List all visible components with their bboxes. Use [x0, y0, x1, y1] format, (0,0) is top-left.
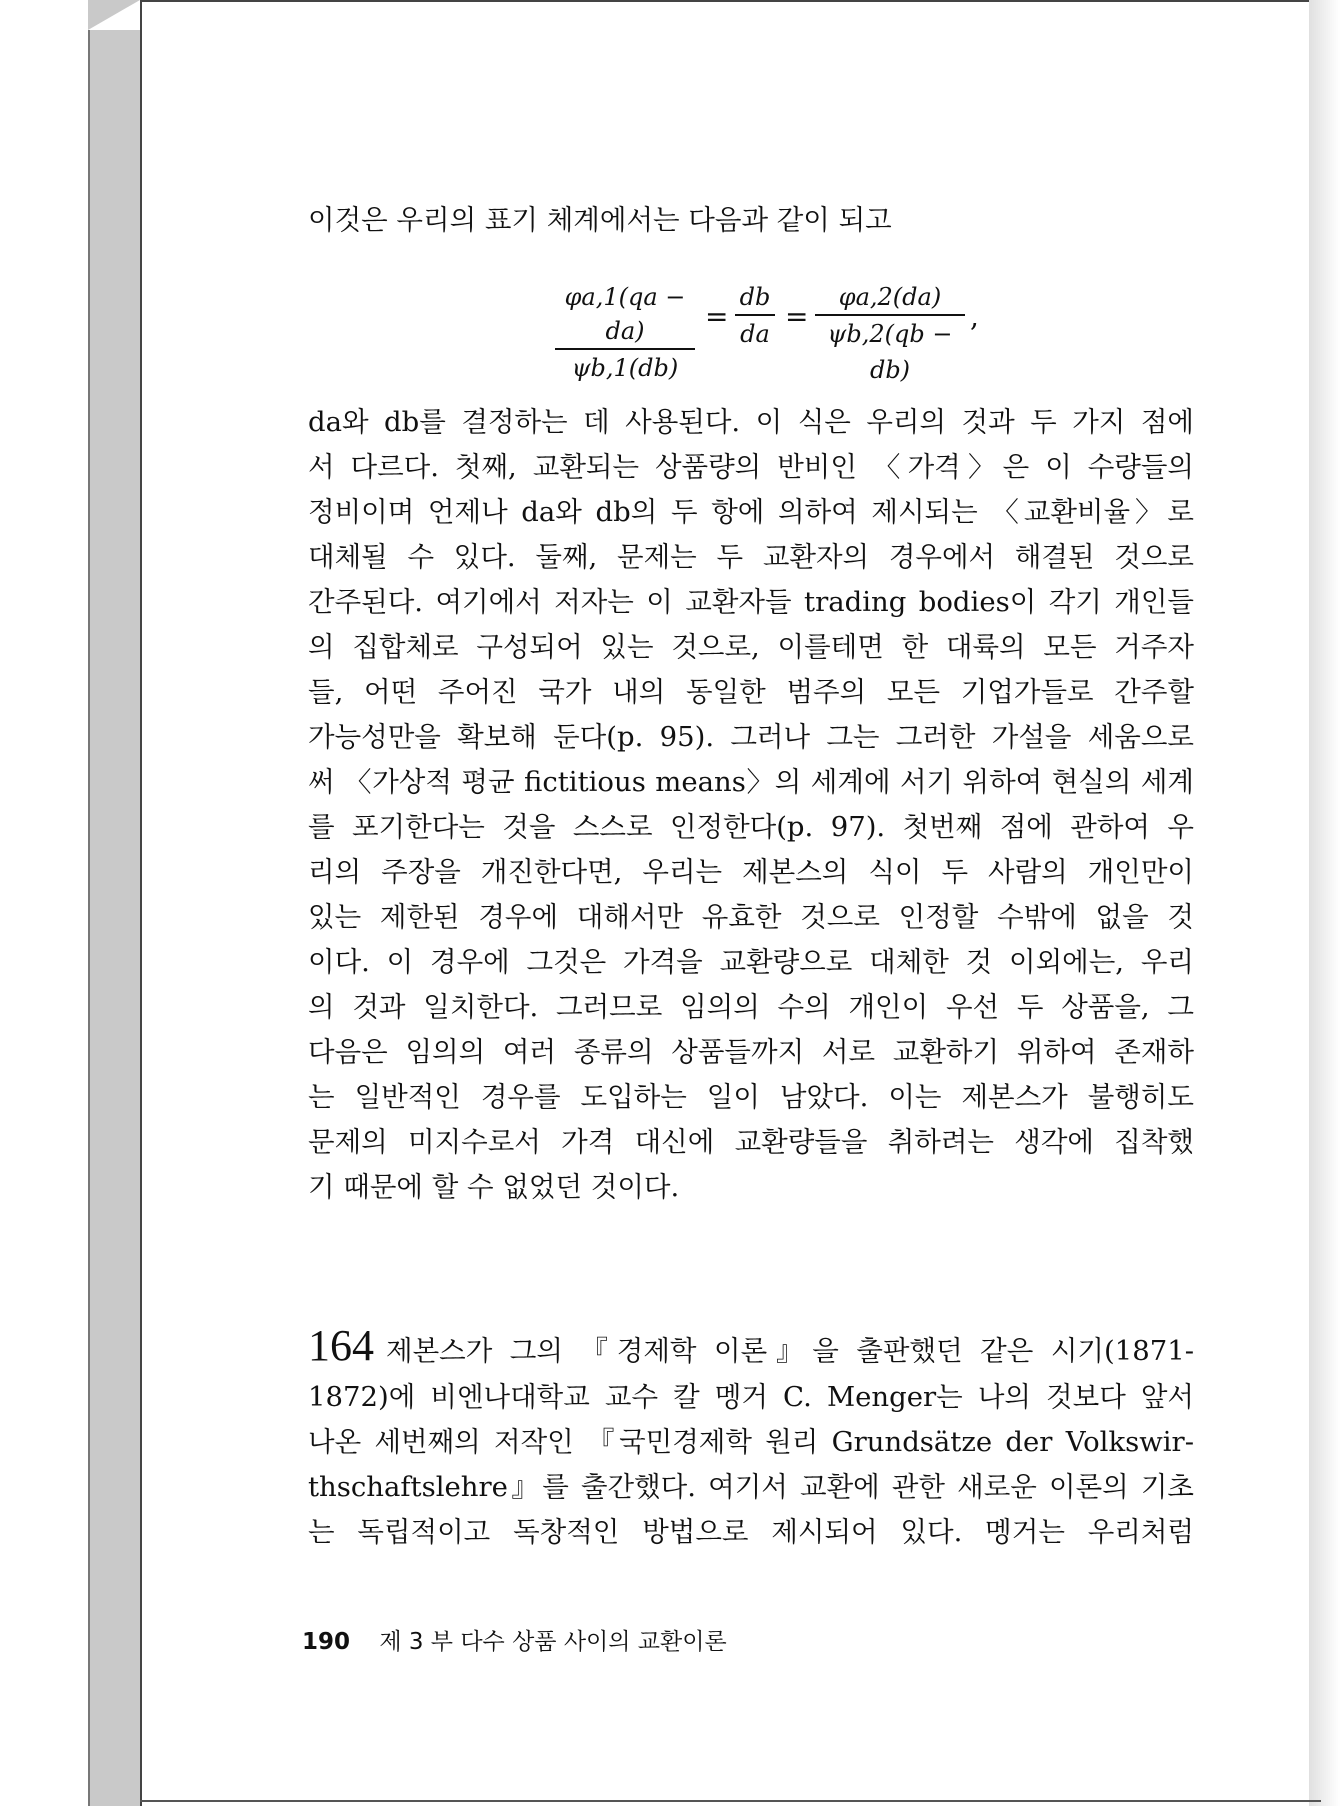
- paragraph-line: 의 집합체로 구성되어 있는 것으로, 이를테면 한 대륙의 모든 거주자: [308, 631, 1194, 663]
- page-footer: [302, 1623, 727, 1656]
- paragraph-line: 를 포기한다는 것을 스스로 인정한다(p. 97). 첫번째 점에 관하여 우: [308, 811, 1194, 843]
- paragraph-line: da와 db를 결정하는 데 사용된다. 이 식은 우리의 것과 두 가지 점에: [308, 406, 1194, 438]
- paragraph-line: 가능성만을 확보해 둔다(p. 95). 그러나 그는 그러한 가설을 세움으로: [308, 721, 1194, 753]
- page-number: 190: [302, 1629, 351, 1655]
- equation-term-1-denominator: ψb,1(db): [571, 353, 679, 382]
- paragraph-first-line: [308, 1317, 1194, 1375]
- equation-term-3-denominator: ψb,2(qb − db): [827, 319, 953, 384]
- paragraph-line: thschaftslehre』를 출간했다. 여기서 교환에 관한 새로운 이론의 기초: [308, 1471, 1194, 1503]
- book-spine: [88, 0, 140, 1806]
- paragraph-line: 간주된다. 여기에서 저자는 이 교환자들 trading bodies이 각기 개인들: [308, 586, 1194, 618]
- page-bottom-edge: [140, 1800, 1321, 1802]
- intro-text: [308, 198, 1194, 243]
- equation-term-3-numerator: φa,2(da): [838, 283, 942, 311]
- paragraph-line: 있는 제한된 경우에 대해서만 유효한 것으로 인정할 수밖에 없을 것: [308, 901, 1194, 933]
- paragraph-line: 들, 어떤 주어진 국가 내의 동일한 범주의 모든 기업가들로 간주할: [308, 676, 1194, 708]
- paragraph-line: 서 다르다. 첫째, 교환되는 상품량의 반비인 〈가격〉은 이 수량들의: [308, 451, 1194, 483]
- equation-term-2-denominator: da: [740, 319, 770, 348]
- paragraph-1: [308, 400, 1194, 1210]
- equation-term-2: [735, 280, 775, 352]
- paragraph-line: 는 독립적이고 독창적인 방법으로 제시되어 있다. 멩거는 우리처럼: [308, 1516, 1194, 1548]
- paragraph-line: 기 때문에 할 수 없었던 것이다.: [308, 1171, 680, 1203]
- running-head: 제 3 부 다수 상품 사이의 교환이론: [379, 1629, 727, 1655]
- paragraph-line: 나온 세번째의 저작인 『국민경제학 원리 Grundsätze der Volkswir-: [308, 1426, 1194, 1458]
- intro-line: 이것은 우리의 표기 체계에서는 다음과 같이 되고: [308, 204, 892, 236]
- page-shadow: [1309, 0, 1340, 1806]
- paragraph-line: 정비이며 언제나 da와 db의 두 항에 의하여 제시되는 〈교환비율〉로: [308, 496, 1194, 528]
- paragraph-line: 다음은 임의의 여러 종류의 상품들까지 서로 교환하기 위하여 존재하: [308, 1036, 1194, 1068]
- equals-sign: =: [705, 300, 729, 333]
- equation-comma: ,: [970, 300, 979, 333]
- paragraph-line: 는 일반적인 경우를 도입하는 일이 남았다. 이는 제본스가 불행히도: [308, 1081, 1194, 1113]
- equation-term-1-numerator: φa,1(qa − da): [564, 283, 686, 345]
- equals-sign: =: [785, 300, 809, 333]
- paragraph-line: 문제의 미지수로서 가격 대신에 교환량들을 취하려는 생각에 집착했: [308, 1126, 1194, 1158]
- paragraph-line: 1872)에 비엔나대학교 교수 칼 멩거 C. Menger는 나의 것보다 앞서: [308, 1381, 1194, 1413]
- equation-term-1: [555, 280, 695, 386]
- equation-term-2-numerator: db: [739, 283, 771, 311]
- paragraph-line: 이다. 이 경우에 그것은 가격을 교환량으로 대체한 것 이외에는, 우리: [308, 946, 1194, 978]
- paragraph-line: 대체될 수 있다. 둘째, 문제는 두 교환자의 경우에서 해결된 것으로: [308, 541, 1194, 573]
- book-spine-edge: [88, 30, 90, 1806]
- section-number: 164: [308, 1321, 374, 1370]
- paragraph-line: 써 〈가상적 평균 fictitious means〉의 세계에 서기 위하여 현실의 세계: [308, 766, 1194, 798]
- equation: [555, 280, 985, 384]
- paragraph-2: [308, 1317, 1194, 1555]
- equation-term-3: [815, 280, 965, 388]
- paragraph-line: 의 것과 일치한다. 그러므로 임의의 수의 개인이 우선 두 상품을, 그: [308, 991, 1194, 1023]
- paragraph-line: 리의 주장을 개진한다면, 우리는 제본스의 식이 두 사람의 개인만이: [308, 856, 1194, 888]
- paragraph-line: 제본스가 그의 『경제학 이론』을 출판했던 같은 시기(1871-: [386, 1335, 1194, 1367]
